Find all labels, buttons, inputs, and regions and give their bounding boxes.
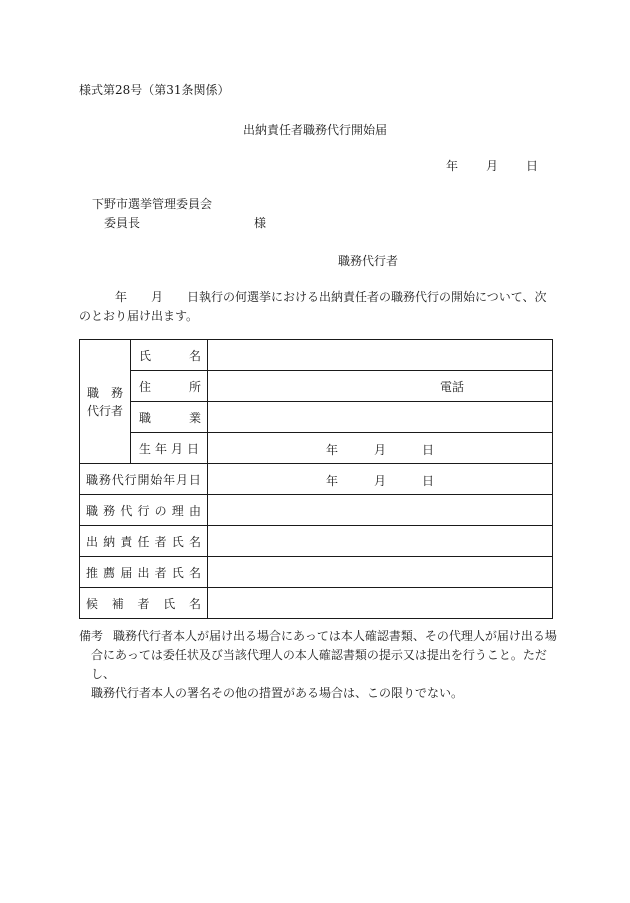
candidate-label-cell bbox=[80, 588, 208, 619]
reason-field[interactable] bbox=[208, 495, 553, 526]
reason-label: 職 務 代 行 の 理 由 bbox=[86, 503, 201, 518]
recommender-name-label: 推 薦 届 出 者 氏 名 bbox=[86, 565, 201, 580]
birthdate-label: 生 年 月 日 bbox=[139, 441, 199, 456]
notes-line3: 職務代行者本人の署名その他の措置がある場合は、この限りでない。 bbox=[91, 686, 464, 700]
date-month: 月 bbox=[486, 159, 499, 173]
notes-head: 備考 bbox=[79, 629, 104, 643]
treasurer-label-cell bbox=[80, 526, 208, 557]
notes-line2: 合にあっては委任状及び当該代理人の本人確認書類の提示又は提出を行うこと。ただし、 bbox=[91, 648, 547, 681]
notes-line1: 職務代行者本人が届け出る場合にあっては本人確認書類、その代理人が届け出る場 bbox=[113, 629, 557, 643]
name-field[interactable] bbox=[208, 340, 553, 371]
statement-rest: 日執行の何選挙における出納責任者の職務代行の開始について、次のとおり届け出ます。 bbox=[79, 290, 547, 323]
agent-group-label bbox=[80, 340, 131, 464]
addressee-chair: 委員長 bbox=[104, 216, 141, 230]
recommender-label-cell bbox=[80, 557, 208, 588]
form-number: 様式第28号（第31条関係） bbox=[79, 83, 230, 97]
document-title: 出納責任者職務代行開始届 bbox=[242, 123, 387, 137]
date-year: 年 bbox=[446, 159, 459, 173]
submission-date bbox=[446, 157, 538, 174]
birthdate-year: 年 bbox=[326, 443, 339, 457]
birthdate-field[interactable] bbox=[208, 433, 553, 464]
address-field[interactable] bbox=[208, 371, 553, 402]
agent-group-label-line2: 代行者 bbox=[86, 403, 123, 418]
addressee-honorific: 様 bbox=[254, 216, 267, 230]
occupation-label: 職 業 bbox=[139, 410, 201, 425]
address-label: 住 所 bbox=[139, 379, 201, 394]
agent-group-label-line1: 職 務 bbox=[86, 385, 123, 400]
start-date-month: 月 bbox=[374, 474, 387, 488]
candidate-name-label: 候 補 者 氏 名 bbox=[86, 596, 201, 611]
treasurer-name-label: 出 納 責 任 者 氏 名 bbox=[86, 534, 201, 549]
start-date-label-cell bbox=[80, 464, 208, 495]
reason-label-cell bbox=[80, 495, 208, 526]
phone-label: 電話 bbox=[439, 379, 464, 394]
birthdate-day: 日 bbox=[422, 443, 435, 457]
statement-year: 年 bbox=[115, 290, 128, 304]
name-label-cell bbox=[131, 340, 208, 371]
start-date-field[interactable] bbox=[208, 464, 553, 495]
statement-text bbox=[79, 288, 555, 326]
date-day: 日 bbox=[526, 159, 539, 173]
name-label: 氏 名 bbox=[139, 348, 201, 363]
addressee-committee: 下野市選挙管理委員会 bbox=[92, 197, 213, 211]
start-date-year: 年 bbox=[326, 474, 339, 488]
occupation-label-cell bbox=[131, 402, 208, 433]
address-label-cell bbox=[131, 371, 208, 402]
applicant-label: 職務代行者 bbox=[338, 254, 399, 268]
birthdate-label-cell bbox=[131, 433, 208, 464]
notes bbox=[79, 627, 559, 703]
start-date-day: 日 bbox=[422, 474, 435, 488]
form-table bbox=[79, 339, 553, 619]
treasurer-name-field[interactable] bbox=[208, 526, 553, 557]
candidate-name-field[interactable] bbox=[208, 588, 553, 619]
birthdate-month: 月 bbox=[374, 443, 387, 457]
statement-month: 月 bbox=[151, 290, 164, 304]
occupation-field[interactable] bbox=[208, 402, 553, 433]
recommender-name-field[interactable] bbox=[208, 557, 553, 588]
start-date-label: 職 務 代 行 開 始 年 月 日 bbox=[86, 472, 201, 487]
